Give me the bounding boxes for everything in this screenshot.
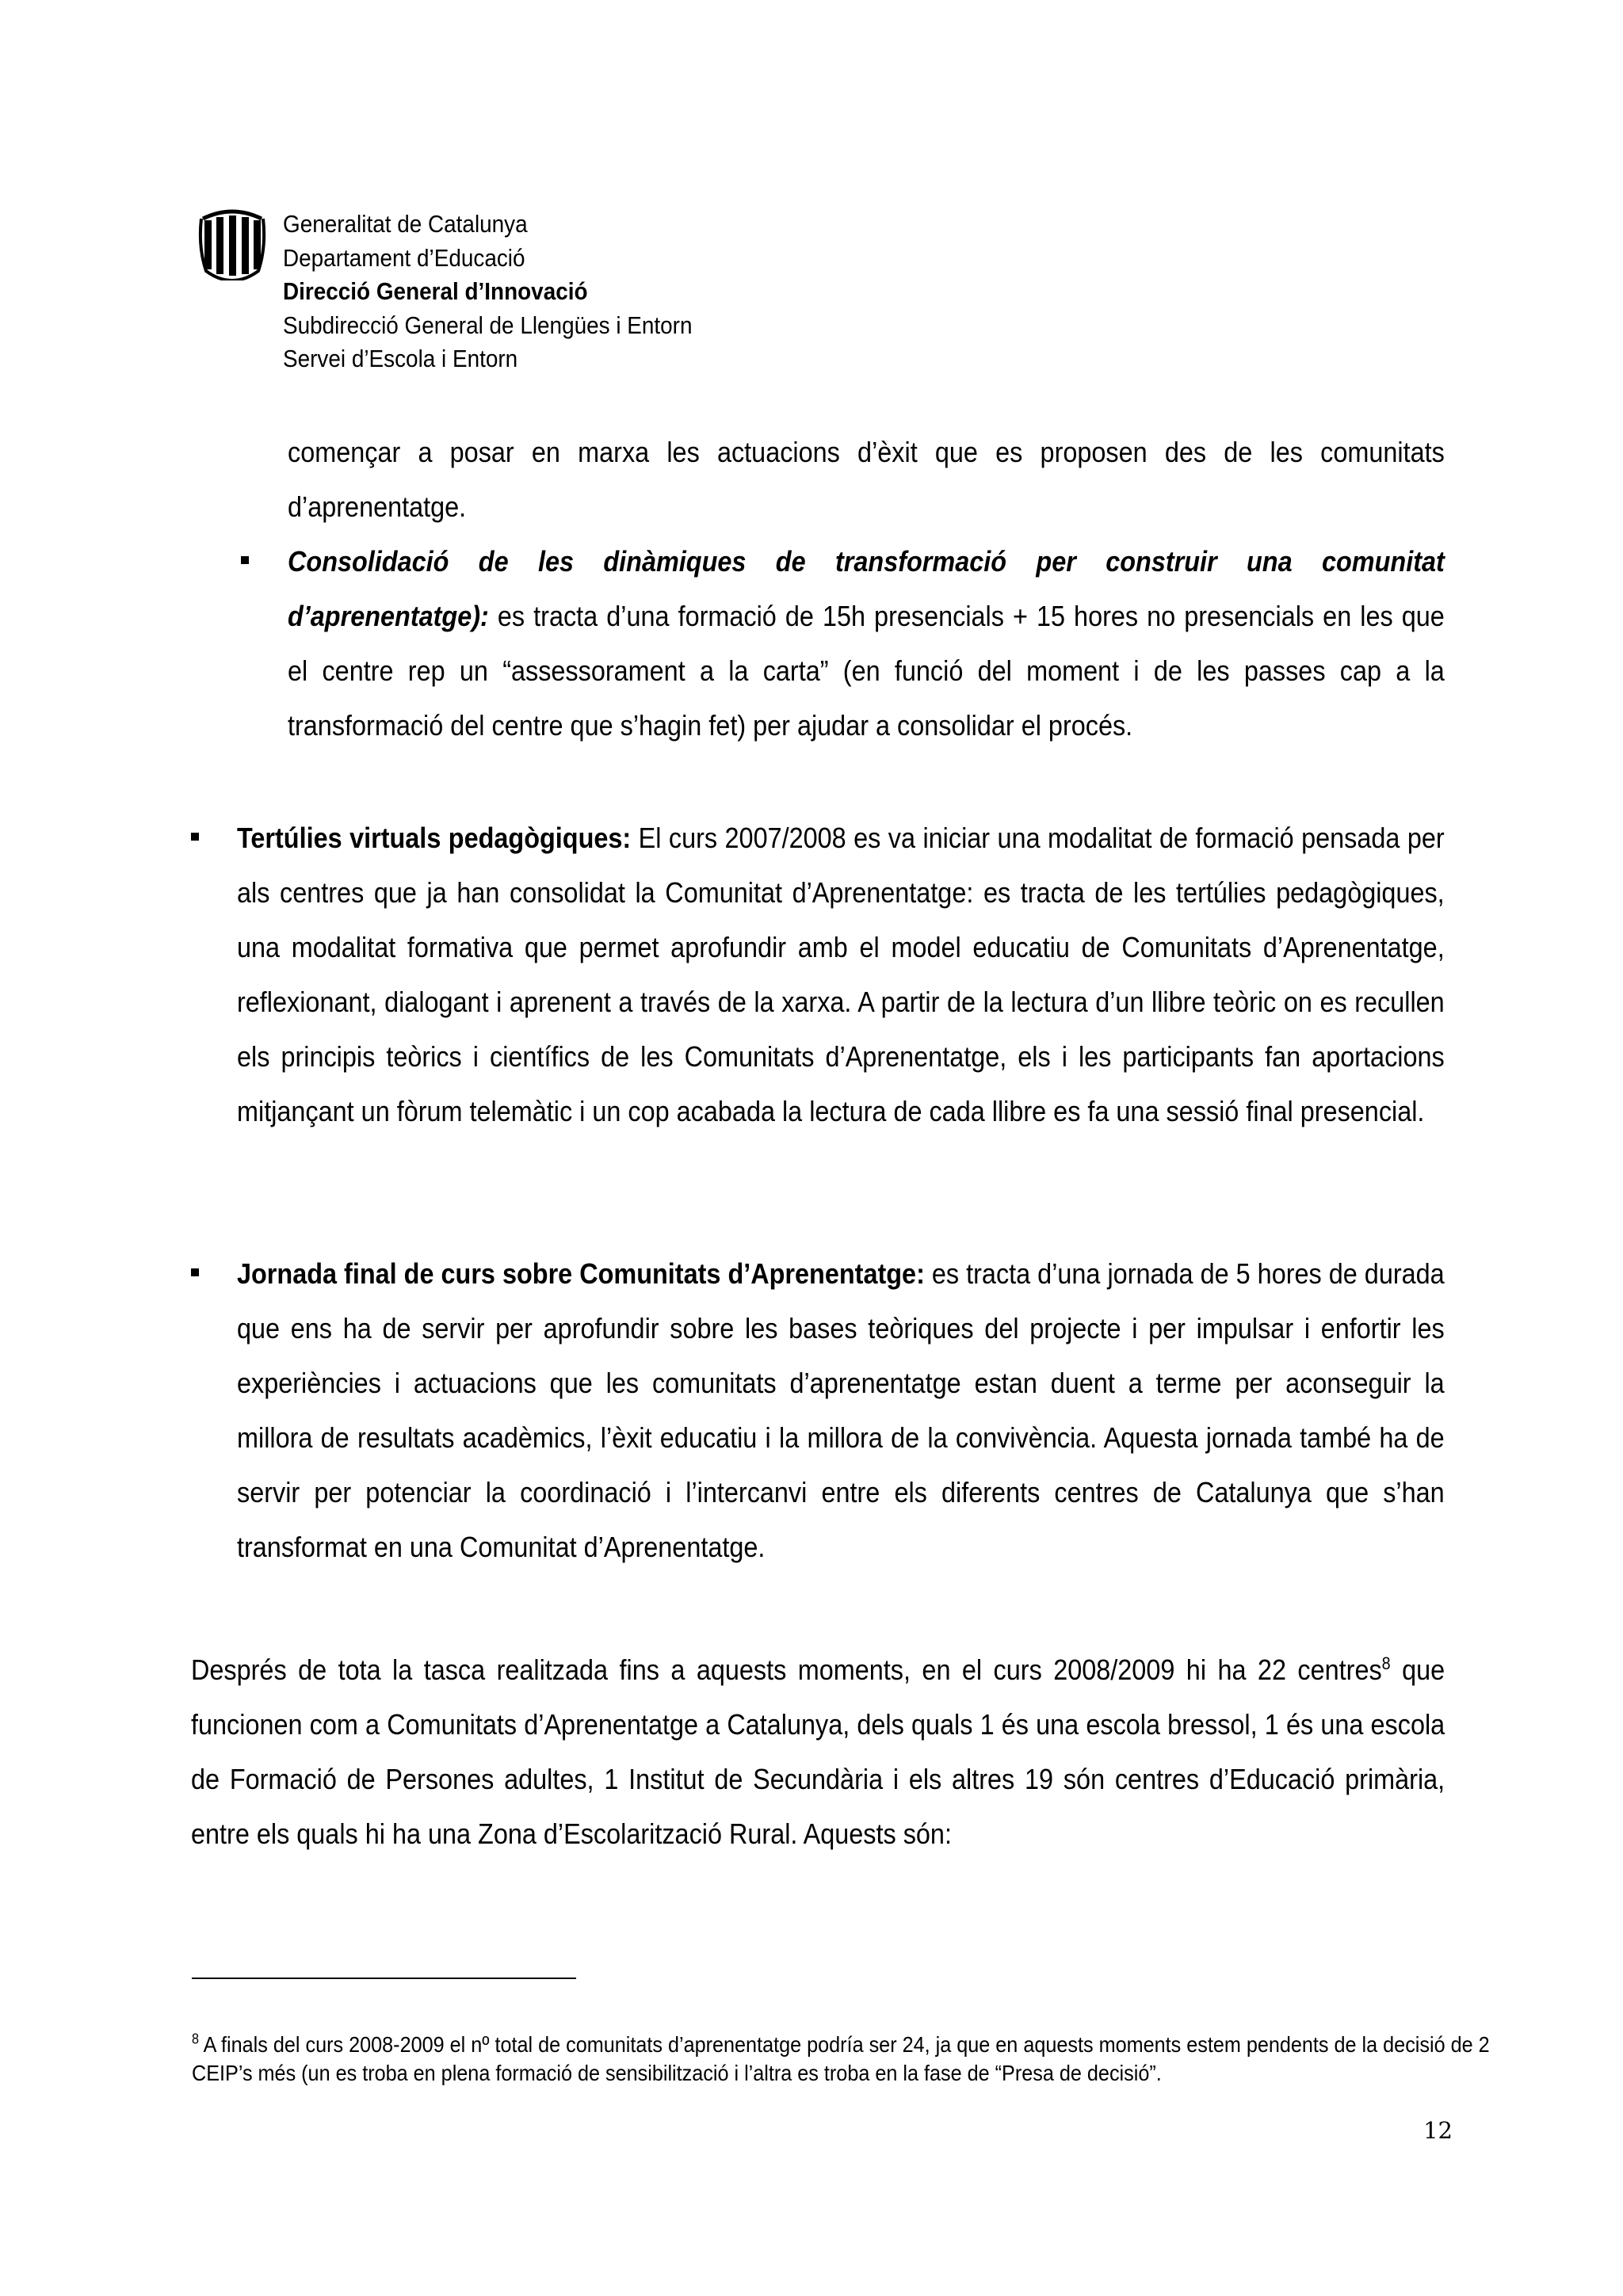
footnote-marker: 8 (192, 2031, 200, 2047)
sub-bullet-paragraph (288, 534, 1445, 753)
summary-paragraph (191, 1642, 1445, 1861)
summary-text-before: Després de tota la tasca realitzada fins a aquests moments, en el curs 2008/2009 hi ha 22 centres (191, 1653, 1382, 1686)
summary-paragraph-block (191, 1642, 1445, 1861)
bullet-title-jornada: Jornada final de curs sobre Comunitats d’Aprenentatge: (237, 1257, 925, 1290)
footnote-text: A finals del curs 2008-2009 el nº total de comunitats d’aprenentatge podría ser 24, ja que en aquests moments estem pendents de la decisió de 2 CEIP’s més (un es troba en plena formació de sensibilització i l’altra es troba en la fase de “Presa de decisió”. (192, 2032, 1490, 2085)
footnote (192, 2031, 1500, 2088)
bullet-item-tertulies (237, 810, 1445, 1138)
sub-bullet-title: Consolidació de les dinàmiques de transformació per construir una comunitat d’aprenentatge): (288, 545, 1445, 632)
continuation-block (288, 425, 1445, 534)
sub-bullet-item (288, 534, 1445, 753)
summary-text-after: que funcionen com a Comunitats d’Aprenentatge a Catalunya, dels quals 1 és una escola bressol, 1 és una escola de Formació de Persones adultes, 1 Institut de Secundària i els altres 19 són centres d’Educació primària, entre els quals hi ha una Zona d’Escolarització Rural. Aquests són: (191, 1653, 1445, 1850)
bullet-text-jornada: es tracta d’una jornada de 5 hores de durada que ens ha de servir per aprofundir sobre les bases teòriques del projecte i per impulsar i enfortir les experiències i actuacions que les comunitats d’aprenentatge estan duent a terme per aconseguir la millora de resultats acadèmics, l’èxit educatiu i la millora de la convivència. Aquesta jornada també ha de servir per potenciar la coordinació i l’intercanvi entre els diferents centres de Catalunya que s’han transformat en una Comunitat d’Aprenentatge. (237, 1257, 1445, 1563)
generalitat-four-bars-logo-icon (198, 208, 266, 280)
sub-bullet-text: es tracta d’una formació de 15h presencials + 15 hores no presencials en les que el centre rep un “assessorament a la carta” (en funció del moment i de les passes cap a la transformació del centre que s’hagin fet) per ajudar a consolidar el procés. (288, 600, 1445, 742)
letterhead (198, 208, 991, 382)
header-department: Departament d’Educació (283, 243, 525, 272)
sub-bullet-marker (241, 556, 249, 564)
header-directorate: Direcció General d’Innovació (283, 277, 588, 305)
bullet-paragraph-tertulies (237, 810, 1445, 1138)
header-service: Servei d’Escola i Entorn (283, 345, 518, 372)
page-number: 12 (1423, 2117, 1453, 2144)
bullet-item-jornada (237, 1246, 1445, 1574)
bullet-marker-jornada (191, 1268, 199, 1276)
bullet-text-tertulies: El curs 2007/2008 es va iniciar una modalitat de formació pensada per als centres que ja han consolidat la Comunitat d’Aprenentatge: es tracta de les tertúlies pedagògiques, una modalitat formativa que permet aprofundir amb el model educatiu de Comunitats d’Aprenentatge, reflexionant, dialogant i aprenent a través de la xarxa. A partir de la lectura d’un llibre teòric on es recullen els principis teòrics i científics de les Comunitats d’Aprenentatge, els i les participants fan aportacions mitjançant un fòrum telemàtic i un cop acabada la lectura de cada llibre es fa una sessió final presencial. (237, 822, 1445, 1127)
footnote-separator (192, 1978, 576, 1979)
continuation-text: començar a posar en marxa les actuacions d’èxit que es proposen des de les comunitats d’aprenentatge. (288, 436, 1445, 523)
bullet-title-tertulies: Tertúlies virtuals pedagògiques: (237, 822, 632, 854)
header-organization: Generalitat de Catalunya (283, 210, 528, 238)
bullet-marker-tertulies (191, 833, 199, 841)
footnote-reference[interactable]: 8 (1381, 1653, 1391, 1673)
header-subdirectorate: Subdirecció General de Llengües i Entorn (283, 311, 693, 339)
bullet-paragraph-jornada (237, 1246, 1445, 1574)
letterhead-text (283, 208, 692, 376)
